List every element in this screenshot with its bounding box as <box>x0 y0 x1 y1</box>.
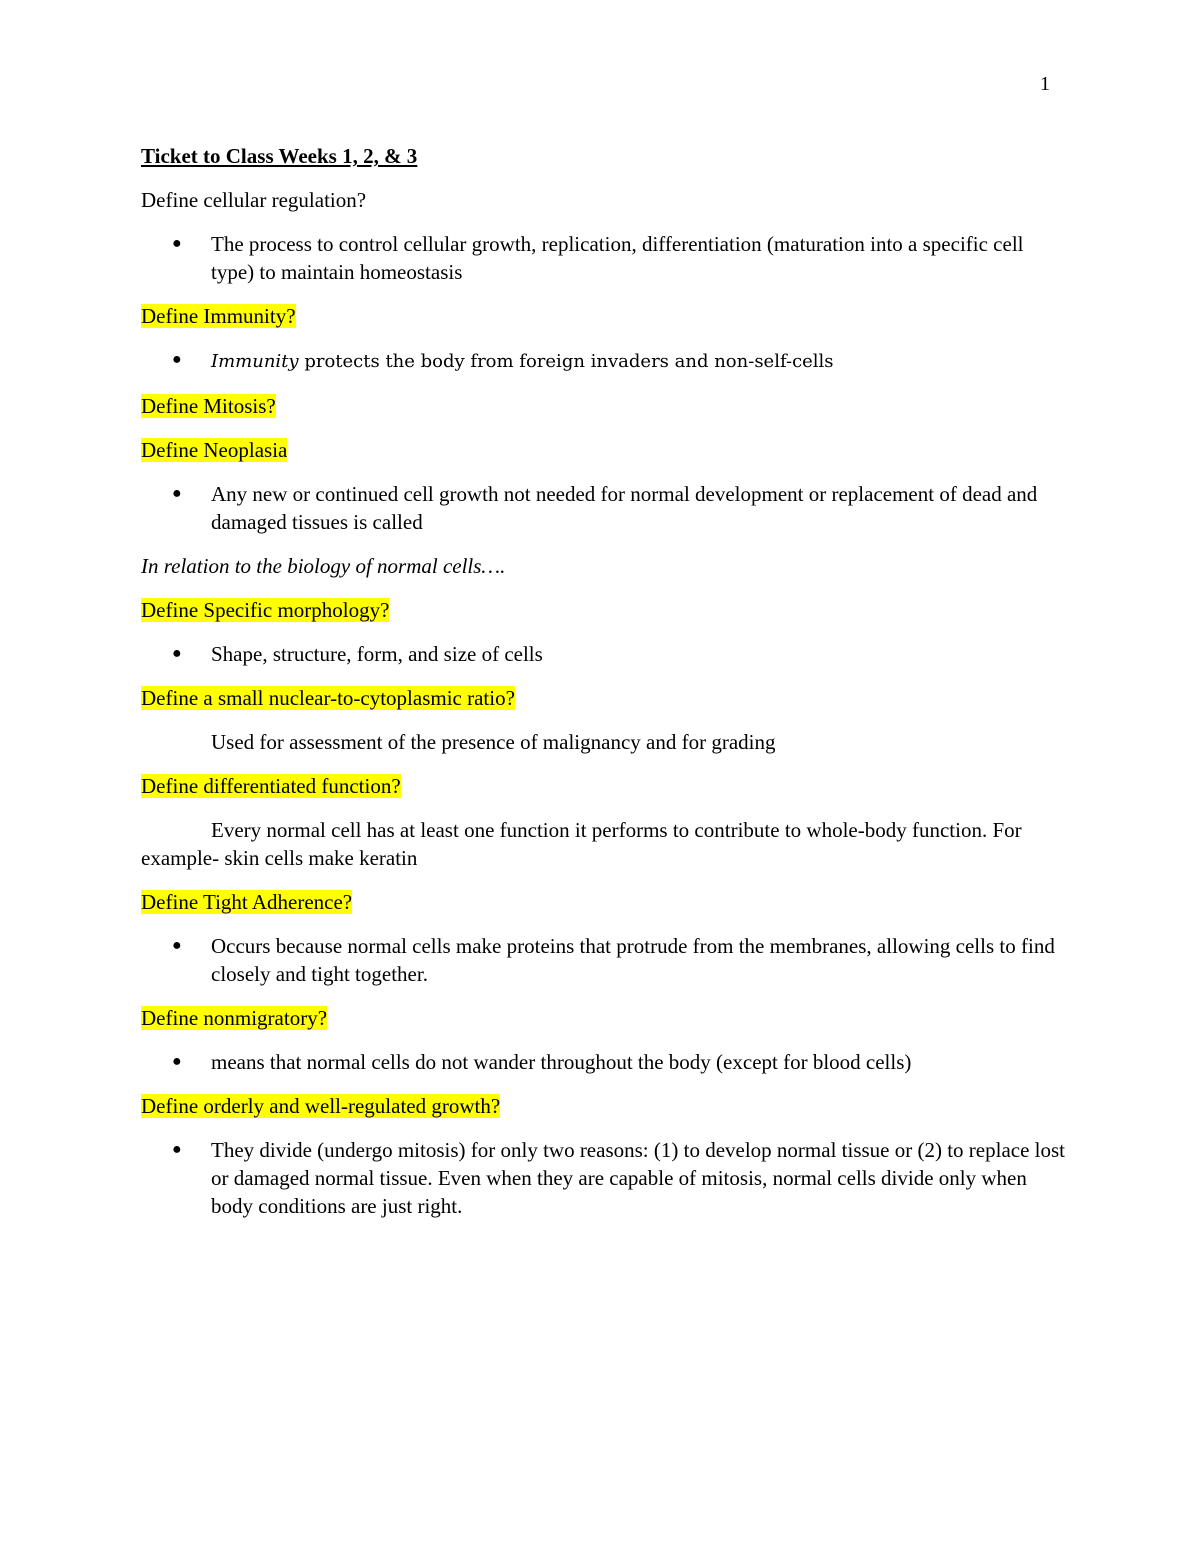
answer-text: means that normal cells do not wander throughout the body (except for blood cells) <box>211 1050 912 1074</box>
list-item <box>141 1048 1071 1076</box>
answer-text: Occurs because normal cells make proteins that protrude from the membranes, allowing cells to find closely and tight together. <box>211 934 1055 986</box>
list-item <box>141 1136 1071 1220</box>
question-specific-morphology <box>141 596 1071 624</box>
answer-rest: protects the body from foreign invaders and non-self-cells <box>298 351 834 372</box>
list-item <box>141 230 1071 286</box>
question-nuclear-ratio <box>141 684 1071 712</box>
bullet-icon: ● <box>172 351 182 368</box>
answer-list <box>141 1136 1071 1220</box>
question-orderly-growth <box>141 1092 1071 1120</box>
list-item <box>141 932 1071 988</box>
answer-text: They divide (undergo mitosis) for only two reasons: (1) to develop normal tissue or (2) to replace lost or damaged normal tissue. Even when they are capable of mitosis, normal cells divide only when body conditions are just right. <box>211 1138 1066 1218</box>
answer-text <box>211 351 834 372</box>
list-item <box>141 640 1071 668</box>
bullet-icon: ● <box>172 1053 182 1070</box>
bullet-icon: ● <box>172 235 182 252</box>
highlighted-question: Define nonmigratory? <box>141 1006 328 1030</box>
list-item <box>141 480 1071 536</box>
answer-list <box>141 1048 1071 1076</box>
page-number: 1 <box>1040 73 1050 95</box>
answer-paragraph: Used for assessment of the presence of malignancy and for grading <box>211 730 776 754</box>
question-tight-adherence <box>141 888 1071 916</box>
document-title: Ticket to Class Weeks 1, 2, & 3 <box>141 144 418 168</box>
bullet-icon: ● <box>172 1141 182 1158</box>
question-cellular-regulation <box>141 186 1071 214</box>
answer-list <box>141 480 1071 536</box>
highlighted-question: Define a small nuclear-to-cytoplasmic ratio? <box>141 686 515 710</box>
bullet-icon: ● <box>172 645 182 662</box>
answer-text: Any new or continued cell growth not needed for normal development or replacement of dead and damaged tissues is called <box>211 482 1038 534</box>
question-mitosis <box>141 392 1071 420</box>
list-item <box>141 346 1071 376</box>
highlighted-question: Define differentiated function? <box>141 774 401 798</box>
highlighted-question: Define Tight Adherence? <box>141 890 353 914</box>
answer-list <box>141 640 1071 668</box>
answer-text: Shape, structure, form, and size of cells <box>211 642 543 666</box>
answer-paragraph: Every normal cell has at least one function it performs to contribute to whole-body function. For example- skin cells make keratin <box>141 818 1022 870</box>
highlighted-question: Define Neoplasia <box>141 438 288 462</box>
answer-text: The process to control cellular growth, replication, differentiation (maturation into a specific cell type) to maintain homeostasis <box>211 232 1024 284</box>
bullet-icon: ● <box>172 937 182 954</box>
highlighted-question: Define orderly and well-regulated growth? <box>141 1094 501 1118</box>
document-body <box>141 142 1071 1236</box>
answer-list <box>141 932 1071 988</box>
section-intro: In relation to the biology of normal cells…. <box>141 554 506 578</box>
italic-term: Immunity <box>211 351 299 372</box>
question-differentiated-function <box>141 772 1071 800</box>
question-text: Define cellular regulation? <box>141 188 367 212</box>
highlighted-question: Define Immunity? <box>141 304 296 328</box>
bullet-icon: ● <box>172 485 182 502</box>
highlighted-question: Define Mitosis? <box>141 394 276 418</box>
question-neoplasia <box>141 436 1071 464</box>
question-nonmigratory <box>141 1004 1071 1032</box>
highlighted-question: Define Specific morphology? <box>141 598 390 622</box>
answer-list <box>141 346 1071 376</box>
answer-list <box>141 230 1071 286</box>
question-immunity <box>141 302 1071 330</box>
